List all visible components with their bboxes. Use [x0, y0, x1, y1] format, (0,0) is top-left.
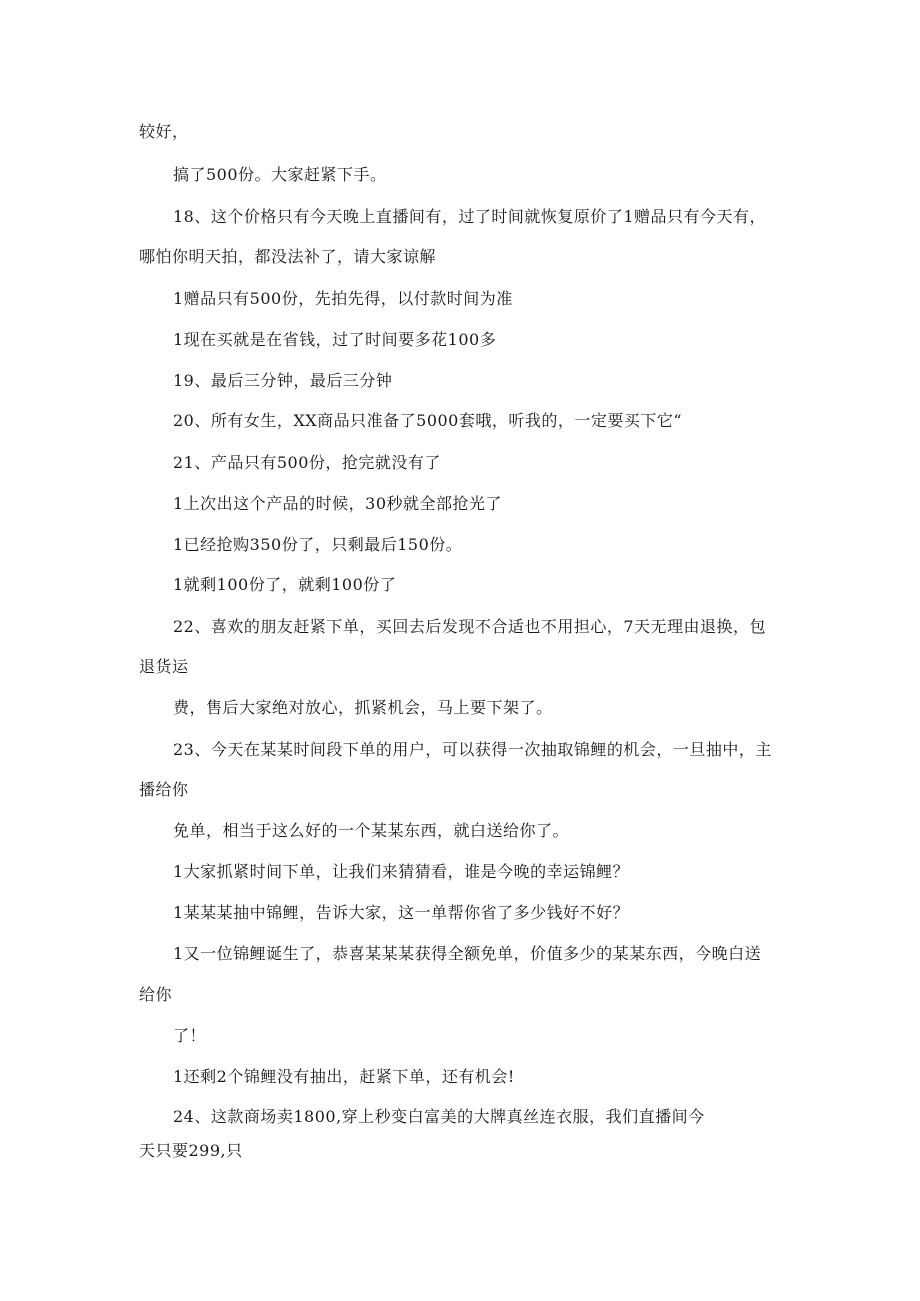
- text-line: 1已经抢购350份了，只剩最后150份。: [173, 535, 463, 554]
- text-line: 1大家抓紧时间下单，让我们来猜猜看，谁是今晚的幸运锦鲤？: [173, 862, 630, 881]
- text-line: 费，售后大家绝对放心，抓紧机会，马上要下架了。: [173, 698, 553, 717]
- text-line: 21、产品只有500份，抢完就没有了: [173, 453, 441, 472]
- text-line: 1赠品只有500份，先拍先得，以付款时间为准: [173, 289, 513, 308]
- text-line: 给你: [139, 985, 173, 1004]
- text-line: 24、这款商场卖1800,穿上秒变白富美的大牌真丝连衣服，我们直播间今: [173, 1107, 705, 1126]
- text-line: 1某某某抽中锦鲤，告诉大家，这一单帮你省了多少钱好不好？: [173, 903, 630, 922]
- text-line: 了！: [173, 1026, 207, 1045]
- text-line: 23、今天在某某时间段下单的用户，可以获得一次抽取锦鲤的机会，一旦抽中，主: [173, 740, 772, 759]
- text-line: 1上次出这个产品的时候，30秒就全部抢光了: [173, 494, 503, 513]
- text-line: 播给你: [139, 780, 189, 799]
- text-line: 哪怕你明天拍，都没法补了，请大家谅解: [139, 247, 437, 266]
- text-line: 搞了500份。大家赶紧下手。: [173, 165, 387, 184]
- text-line: 1又一位锦鲤诞生了，恭喜某某某获得全额免单，价值多少的某某东西，今晚白送: [173, 944, 762, 963]
- text-line: 1现在买就是在省钱，过了时间要多花100多: [173, 330, 497, 349]
- text-line: 1就剩100份了，就剩100份了: [173, 575, 397, 594]
- text-line: 退货运: [139, 657, 189, 676]
- text-line: 较好，: [139, 122, 189, 141]
- text-line: 18、这个价格只有今天晚上直播间有，过了时间就恢复原价了1赠品只有今天有，: [173, 207, 767, 226]
- text-line: 22、喜欢的朋友赶紧下单，买回去后发现不合适也不用担心，7天无理由退换，包: [173, 617, 767, 636]
- text-line: 1还剩2个锦鲤没有抽出，赶紧下单，还有机会!: [173, 1067, 515, 1086]
- text-line: 19、最后三分钟，最后三分钟: [173, 371, 393, 390]
- text-line: 天只要299,只: [139, 1141, 243, 1160]
- text-line: 免单，相当于这么好的一个某某东西，就白送给你了。: [173, 821, 570, 840]
- text-line: 20、所有女生，XX商品只准备了5000套哦，听我的，一定要买下它“: [173, 411, 683, 430]
